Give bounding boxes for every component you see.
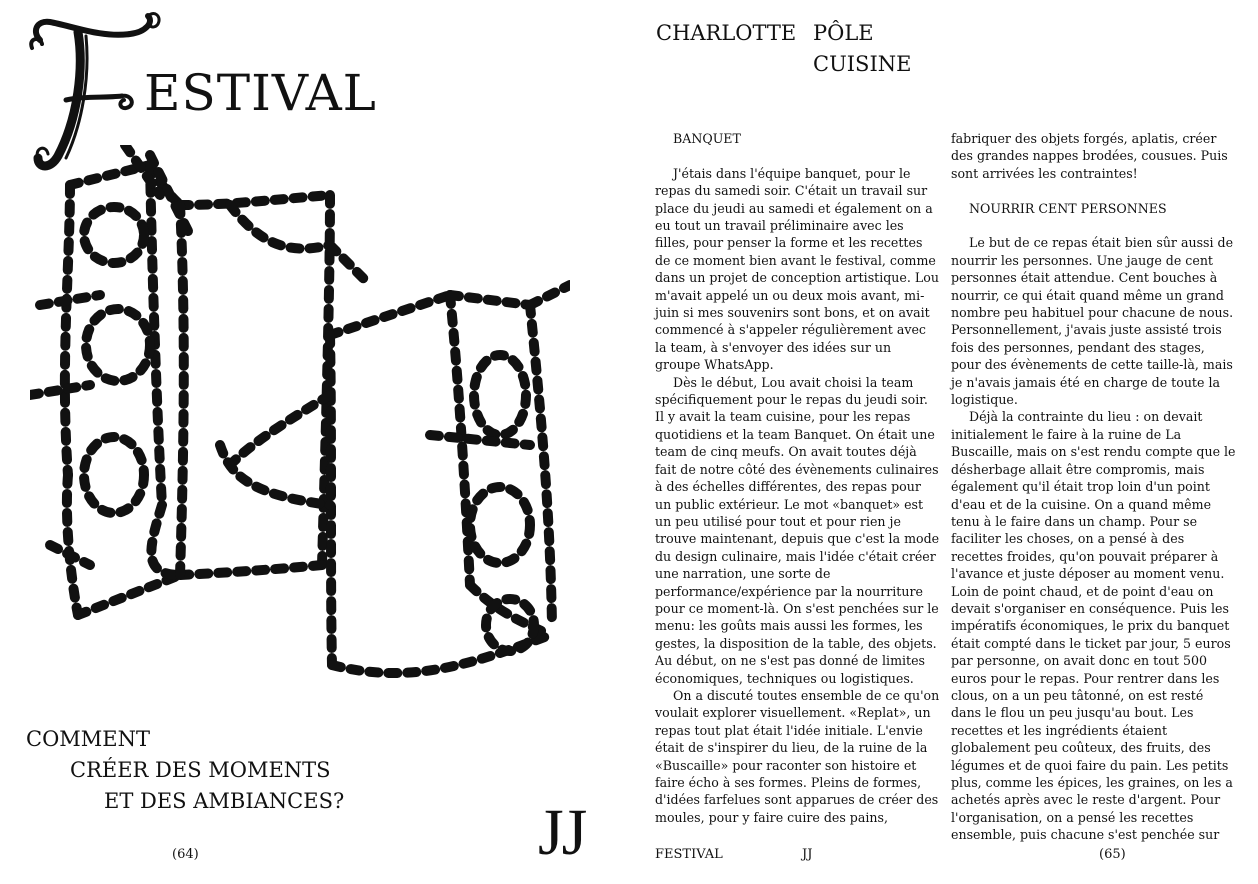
paragraph: Déjà la contrainte du lieu : on devait initialement le faire à la ruine de La Buscaille, mais on s'est rendu compte que le désherbage allait être compromis, mais également qu'il était trop loin d'un point d'eau et de la cuisine. On a quand même tenu à le faire dans un champ. Pour se faciliter les choses, on a pensé à des recettes froides, qu'on pouvait préparer à l'avance et juste déposer au moment venu. Loin de point chaud, et de point d'eau on devait s'organiser en conséquence. Puis les impératifs économiques, le prix du banquet était compté dans le ticket par jour, 5 euros par personne, on avait donc en tout 500 euros pour le repas. Pour rentrer dans les clous, on a un peu tâtonné, on est resté dans le flou un peu jusqu'au bout. Les recettes et les ingrédients étaient globalement peu coûteux, des fruits, des légumes et de quoi faire du pain. Les petits plus, comme les épices, les graines, on les a achetés après avec le reste d'argent. Pour l'organisation, on a pensé les recettes ensemble, puis chacune s'est penchée sur <box>951 409 1236 843</box>
paragraph: On a discuté toutes ensemble de ce qu'on voulait explorer visuellement. «Replat», un repas tout plat était l'idée initiale. L'envie était de s'inspirer du lieu, de la ruine de la «Buscaille» pour raconter son histoire et faire écho à ses formes. Pleins de formes, d'idées farfelues sont apparues de créer des moules, pour y faire cuire des pains, <box>655 687 940 825</box>
jj-logo: JJ <box>538 796 586 869</box>
footer-jj: JJ <box>802 847 813 862</box>
section-title-nourrir: NOURRIR CENT PERSONNES <box>969 200 1167 216</box>
footer-festival: FESTIVAL <box>655 847 723 862</box>
author-name: CHARLOTTE <box>656 21 797 45</box>
paragraph: J'étais dans l'équipe banquet, pour le repas du samedi soir. C'était un travail sur place du jeudi au samedi et également on a eu tout un travail préliminaire avec les filles, pour penser la forme et les recettes de ce moment bien avant le festival, comme dans un projet de conception artistique. Lou m'avait appelé un ou deux mois avant, mi-juin si mes souvenirs sont bons, et on avait commencé à s'appeler régulièrement avec la team, à s'envoyer des idées sur un groupe WhatsApp. <box>655 165 939 373</box>
question-line-3: ET DES AMBIANCES? <box>104 789 345 813</box>
paragraph: Le but de ce repas était bien sûr aussi de nourrir les personnes. Une jauge de cent personnes était attendue. Cent bouches à nourrir, ce qui était quand même un grand nombre peu habituel pour chacune de nous. Personnellement, j'avais juste assisté trois fois des personnes, pendant des stages, pour des évènements de cette taille-là, mais je n'avais jamais été en charge de toute la logistique. <box>951 235 1234 408</box>
dotted-speaker-drawing <box>30 145 570 705</box>
text-column-2 <box>951 130 1236 844</box>
paragraph: Dès le début, Lou avait choisi la team spécifiquement pour le repas du jeudi soir. Il y avait la team cuisine, pour les repas quotidiens et la team Banquet. On était une team de cinq meufs. On avait toutes déjà fait de notre côté des évènements culinaires à des échelles différentes, des repas pour un public extérieur. Le mot «banquet» est un peu utilisé pour tout et pour rien je trouve maintenant, depuis que c'est la mode du design culinaire, mais l'idée c'était créer une narration, une sorte de performance/expérience par la nourriture pour ce moment-là. On s'est penchées sur le menu: les goûts mais aussi les formes, les gestes, la disposition de la table, des objets. Au début, on ne s'est pas donné de limites économiques, techniques ou logistiques. <box>655 374 940 686</box>
question-heading <box>26 724 344 817</box>
text-column-1 <box>655 130 940 826</box>
author-role: PÔLE CUISINE <box>813 21 912 76</box>
paragraph-continued: fabriquer des objets forgés, aplatis, créer des grandes nappes brodées, cousues. Puis sont arrivées les contraintes! <box>951 131 1228 181</box>
page-number-left: (64) <box>172 847 199 862</box>
section-title-banquet: BANQUET <box>673 131 741 146</box>
question-line-2: CRÉER DES MOMENTS <box>70 758 331 782</box>
right-page <box>629 0 1258 884</box>
page-number-right: (65) <box>1099 847 1126 862</box>
festival-title-rest: ESTIVAL <box>144 64 377 122</box>
question-line-1: COMMENT <box>26 727 151 751</box>
